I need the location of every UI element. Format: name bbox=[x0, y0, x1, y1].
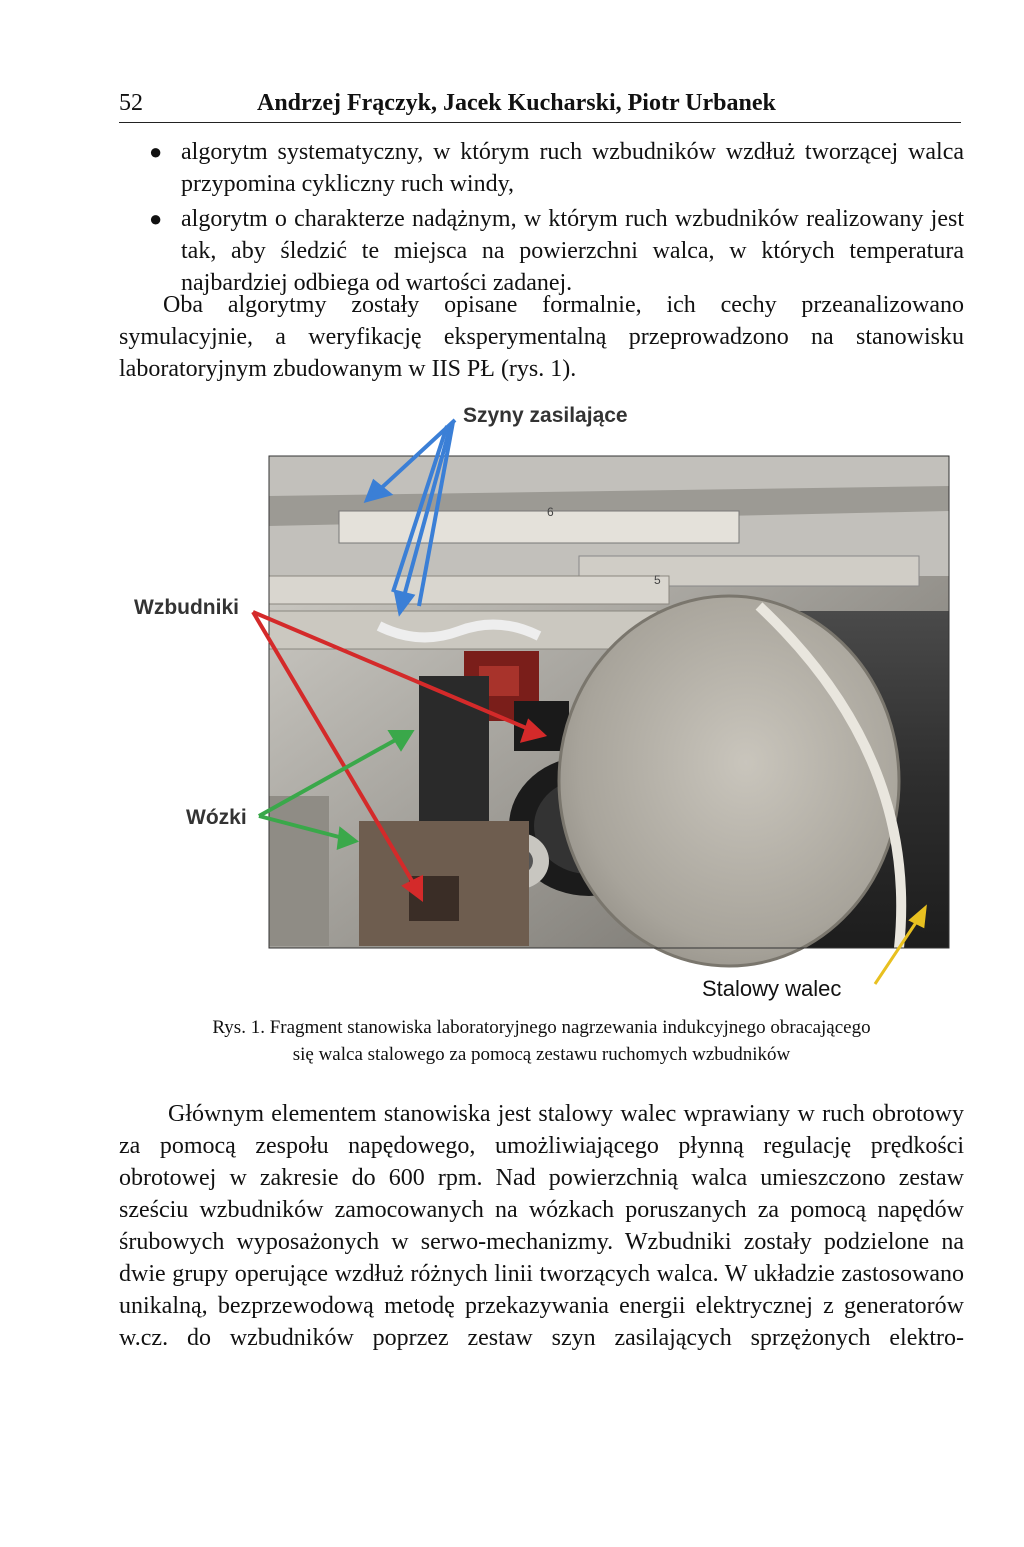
drum-disc bbox=[559, 596, 899, 966]
running-head bbox=[119, 86, 961, 123]
caption-line-1: Rys. 1. Fragment stanowiska laboratoryjnego nagrzewania indukcyjnego obracającego bbox=[212, 1017, 871, 1038]
page-number: 52 bbox=[119, 90, 143, 116]
paragraph: Oba algorytmy zostały opisane formalnie, ich cechy przeanalizowano symulacyjnie, a weryfikację eksperymentalną przeprowadzono na stanowisku laboratoryjnym zbudowanym w IIS PŁ (rys. 1). bbox=[119, 292, 964, 382]
bullet-dot-icon: ● bbox=[149, 206, 163, 231]
label-wzbudniki: Wzbudniki bbox=[134, 596, 239, 619]
bullet-text: algorytm o charakterze nadążnym, w którym ruch wzbudników realizowany jest tak, aby śledzić te miejsca na powierzchni walca, w których temperatura najbardziej odbiega od wartości zadanej. bbox=[181, 206, 964, 296]
photo-number-6: 6 bbox=[547, 505, 554, 519]
label-stalowy-walec: Stalowy walec bbox=[702, 976, 842, 1001]
figure bbox=[119, 396, 964, 1006]
bullet-text: algorytm systematyczny, w którym ruch wzbudników wzdłuż tworzącej walca przypomina cykliczny ruch windy, bbox=[181, 139, 964, 197]
authors: Andrzej Frączyk, Jacek Kucharski, Piotr Urbanek bbox=[257, 90, 776, 116]
label-wozki: Wózki bbox=[186, 806, 247, 829]
paragraph: Głównym elementem stanowiska jest stalowy walec wprawiany w ruch obrotowy za pomocą zespołu napędowego, umożliwiającego płynną regulację prędkości obrotowej w zakresie do 600 rpm. Nad powierzchnią walca umieszczono zestaw sześciu wzbudników zamocowanych na wózkach poruszanych za pomocą napędów śrubowych wyposażonych w serwo-mechanizmy. Wzbudniki zostały podzielone na dwie grupy operujące wzdłuż różnych linii tworzących walca. W układzie zastosowano unikalną, bezprzewodową metodę przekazywania energii elektrycznej z generatorów w.cz. do wzbudników poprzez zestaw szyn zasilających sprzężonych elektro- bbox=[119, 1101, 964, 1351]
photo-number-5: 5 bbox=[654, 573, 661, 587]
bullet-list bbox=[119, 136, 964, 302]
figure-photo bbox=[119, 396, 964, 1006]
label-szyny: Szyny zasilające bbox=[463, 404, 628, 427]
bullet-item bbox=[119, 136, 964, 200]
caption-line-2: się walca stalowego za pomocą zestawu ruchomych wzbudników bbox=[292, 1044, 791, 1065]
figure-caption bbox=[119, 1014, 964, 1068]
bullet-dot-icon: ● bbox=[149, 139, 163, 164]
bullet-item bbox=[119, 203, 964, 299]
